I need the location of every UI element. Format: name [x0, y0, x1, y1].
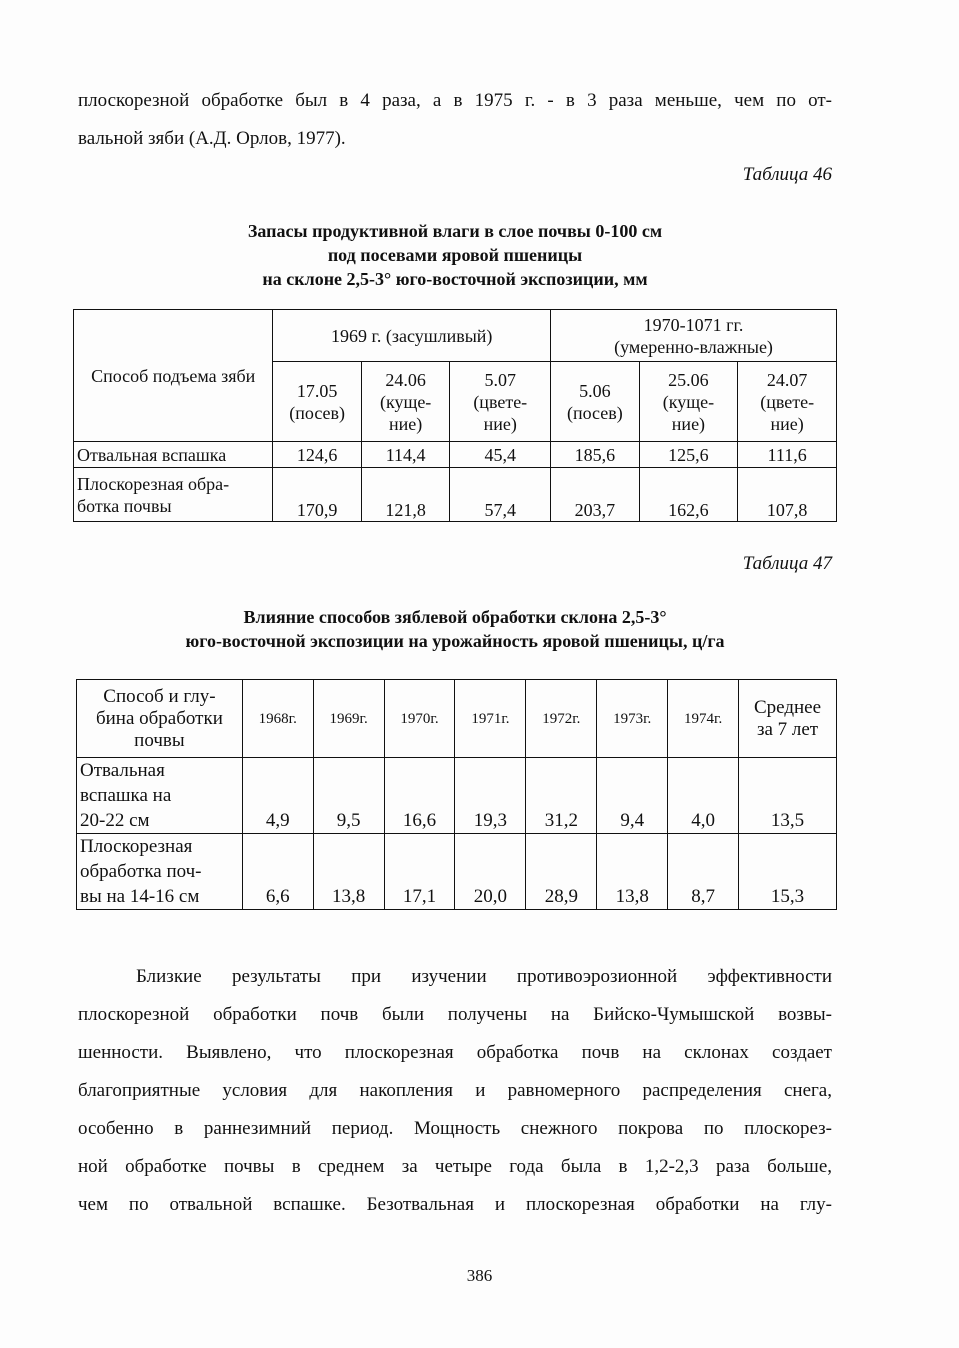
table-row [77, 758, 837, 834]
body-line: особенно в раннезимний период. Мощность снежного покрова по плоскорез- [78, 1118, 832, 1139]
table-cell: 9,5 [313, 758, 384, 834]
table-cell: 31,2 [526, 758, 597, 834]
body-line: шенности. Выявлено, что плоскорезная обработка почв на склонах создает [78, 1042, 832, 1063]
body-line: благоприятные условия для накопления и равномерного распределения снега, [78, 1080, 832, 1101]
table-cell: 13,8 [597, 834, 668, 910]
table-cell: 4,9 [242, 758, 313, 834]
table46-label: Таблица 46 [742, 164, 832, 185]
table46-date-header: 24.07 (цвете- ние) [738, 362, 837, 442]
table-cell: 114,4 [361, 442, 450, 468]
table-cell: 28,9 [526, 834, 597, 910]
table-cell: 162,6 [639, 468, 738, 522]
table46-title [70, 219, 840, 291]
table-cell: 8,7 [668, 834, 739, 910]
average-header: Среднее за 7 лет [739, 680, 837, 758]
table-cell: 9,4 [597, 758, 668, 834]
table-cell: 16,6 [384, 758, 455, 834]
year-header: 1969г. [313, 680, 384, 758]
intro-line: плоскорезной обработке был в 4 раза, а в 1975 г. - в 3 раза меньше, чем по от- [78, 90, 832, 111]
table-cell: 124,6 [273, 442, 362, 468]
table-cell: 111,6 [738, 442, 837, 468]
table-cell: 170,9 [273, 468, 362, 522]
year-header: 1968г. [242, 680, 313, 758]
table-row [77, 834, 837, 910]
table47-title-line: Влияние способов зяблевой обработки склона 2,5-3° [243, 607, 667, 627]
table46-title-line: Запасы продуктивной влаги в слое почвы 0-100 см [247, 221, 663, 241]
year-header: 1971г. [455, 680, 526, 758]
table-cell: 57,4 [450, 468, 551, 522]
page-number: 386 [466, 1266, 493, 1285]
table-cell: 15,3 [739, 834, 837, 910]
intro-line: вальной зяби (А.Д. Орлов, 1977). [78, 128, 346, 149]
table-cell: 17,1 [384, 834, 455, 910]
table46-method-header: Способ подъема зяби [74, 310, 273, 442]
table47 [76, 679, 837, 910]
table46-group2-header: 1970-1071 гг. (умеренно-влажные) [551, 310, 837, 362]
table-cell: 20,0 [455, 834, 526, 910]
table-cell: 121,8 [361, 468, 450, 522]
year-header: 1974г. [668, 680, 739, 758]
table-cell: 19,3 [455, 758, 526, 834]
row-method: Отвальная вспашка на 20-22 см [77, 758, 243, 834]
body-line: ной обработке почвы в среднем за четыре года была в 1,2-2,3 раза больше, [78, 1156, 832, 1177]
year-header: 1970г. [384, 680, 455, 758]
table47-method-header: Способ и глу- бина обработки почвы [77, 680, 243, 758]
table-cell: 107,8 [738, 468, 837, 522]
table-cell: 13,5 [739, 758, 837, 834]
table46 [73, 309, 837, 522]
table-cell: 4,0 [668, 758, 739, 834]
table-cell: 6,6 [242, 834, 313, 910]
table46-title-line: на склоне 2,5-3° юго-восточной экспозиции, мм [262, 269, 648, 289]
row-method: Отвальная вспашка [74, 442, 273, 468]
table46-date-header: 25.06 (куще- ние) [639, 362, 738, 442]
table46-date-header: 24.06 (куще- ние) [361, 362, 450, 442]
row-method: Плоскорезная обра- ботка почвы [74, 468, 273, 522]
table46-group1-header: 1969 г. (засушливый) [273, 310, 551, 362]
intro-paragraph [78, 82, 832, 158]
table-cell: 13,8 [313, 834, 384, 910]
table-row [74, 468, 837, 522]
table47-title-line: юго-восточной экспозиции на урожайность яровой пшеницы, ц/га [185, 631, 725, 651]
table47-title [70, 605, 840, 653]
body-line: плоскорезной обработки почв были получены на Бийско-Чумышской возвы- [78, 1004, 832, 1025]
table46-title-line: под посевами яровой пшеницы [327, 245, 583, 265]
table46-date-header: 5.06 (посев) [551, 362, 640, 442]
table46-date-header: 17.05 (посев) [273, 362, 362, 442]
table-cell: 203,7 [551, 468, 640, 522]
table46-date-header: 5.07 (цвете- ние) [450, 362, 551, 442]
table-cell: 185,6 [551, 442, 640, 468]
table-row [74, 442, 837, 468]
table-cell: 125,6 [639, 442, 738, 468]
year-header: 1972г. [526, 680, 597, 758]
row-method: Плоскорезная обработка поч- вы на 14-16 см [77, 834, 243, 910]
body-line: чем по отвальной вспашке. Безотвальная и плоскорезная обработки на глу- [78, 1194, 832, 1215]
year-header: 1973г. [597, 680, 668, 758]
table47-label: Таблица 47 [742, 553, 832, 574]
body-paragraph [78, 958, 832, 1224]
table-cell: 45,4 [450, 442, 551, 468]
body-line: Близкие результаты при изучении противоэрозионной эффективности [136, 966, 832, 987]
